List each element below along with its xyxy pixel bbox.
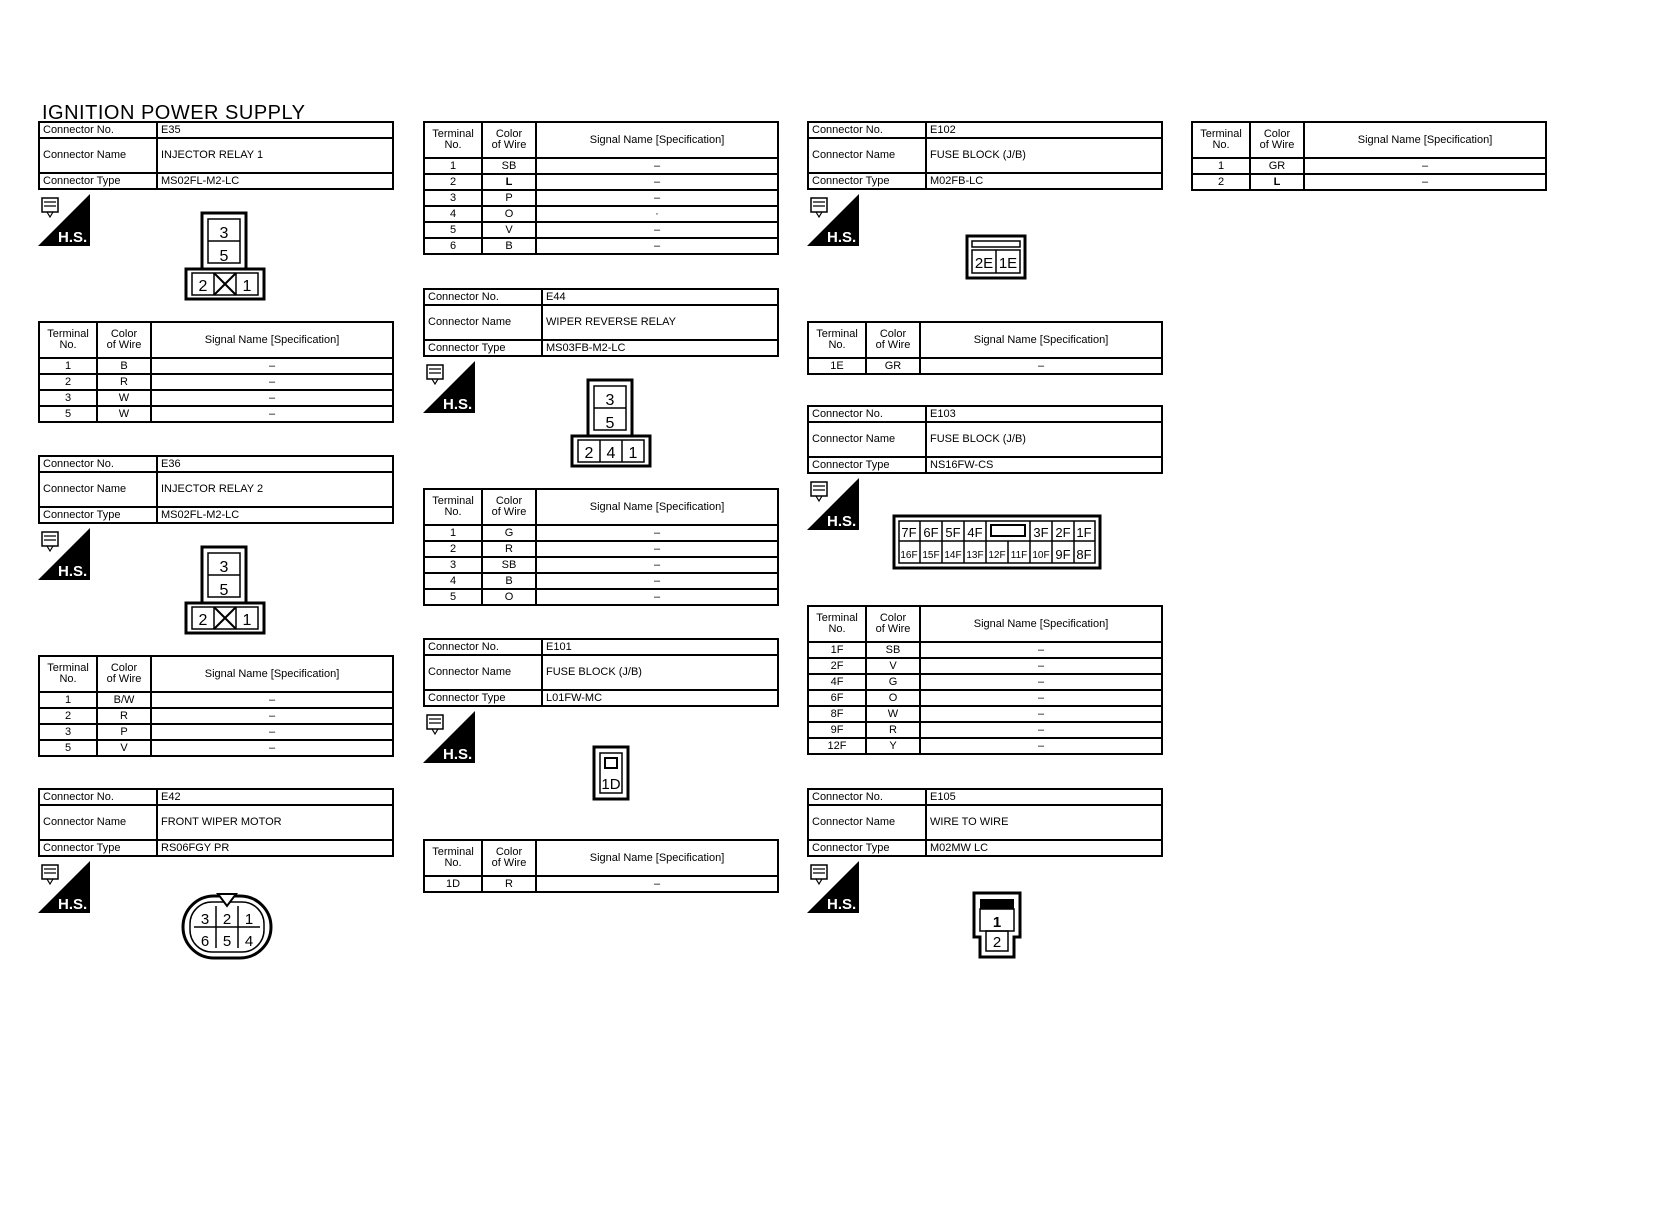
terminal-table-e105: Terminal No. Color of Wire Signal Name [Specification] 1 GR – 2 L –	[1191, 121, 1547, 191]
table-row: 3 P –	[424, 190, 778, 206]
connector-diagram-e44	[570, 378, 652, 468]
svg-text:H.S.: H.S.	[58, 563, 88, 580]
connector-name: WIPER REVERSE RELAY	[542, 305, 778, 340]
svg-text:11F: 11F	[1010, 550, 1028, 561]
connector-no: E102	[926, 122, 1162, 138]
connector-info-e101: Connector No. E101 Connector Name FUSE BLOCK (J/B) Connector Type L01FW-MC	[423, 638, 779, 707]
connector-type: MS02FL-M2-LC	[157, 507, 393, 523]
svg-text:7F: 7F	[901, 525, 917, 540]
table-row: 2F V –	[808, 658, 1162, 674]
svg-text:3: 3	[605, 392, 615, 409]
label-connector-name: Connector Name	[39, 138, 157, 173]
table-row: 12F Y –	[808, 738, 1162, 754]
harness-side-icon	[423, 711, 475, 763]
table-row: 1 SB –	[424, 158, 778, 174]
connector-no: E36	[157, 456, 393, 472]
svg-text:1: 1	[628, 445, 638, 462]
table-row: 4F G –	[808, 674, 1162, 690]
connector-diagram-e103	[892, 514, 1102, 570]
table-row: 3 W –	[39, 390, 393, 406]
pin-label: 3	[219, 225, 229, 242]
table-row: 1 B –	[39, 358, 393, 374]
table-row: 2 R –	[424, 541, 778, 557]
connector-info-e105: Connector No. E105 Connector Name WIRE TO WIRE Connector Type M02MW LC	[807, 788, 1163, 857]
harness-side-icon	[807, 194, 859, 246]
svg-text:6: 6	[200, 933, 210, 950]
harness-side-icon	[38, 194, 90, 246]
connector-info-e103: Connector No. E103 Connector Name FUSE BLOCK (J/B) Connector Type NS16FW-CS	[807, 405, 1163, 474]
connector-diagram-e105	[972, 891, 1022, 959]
svg-text:4: 4	[606, 445, 616, 462]
table-row: 6F O –	[808, 690, 1162, 706]
table-row: 6 B –	[424, 238, 778, 254]
connector-no: E44	[542, 289, 778, 305]
connector-name: FUSE BLOCK (J/B)	[926, 422, 1162, 457]
table-row: 2 R –	[39, 374, 393, 390]
pin-label: 1	[242, 278, 252, 295]
harness-side-icon	[807, 478, 859, 530]
connector-type: NS16FW-CS	[926, 457, 1162, 473]
connector-diagram-e36	[184, 545, 266, 635]
connector-diagram-e102	[965, 234, 1027, 280]
connector-name: INJECTOR RELAY 2	[157, 472, 393, 507]
terminal-table-e42: Terminal No. Color of Wire Signal Name [Specification] 1 SB – 2 L – 3 P – 4 O · 5 V – 6 B –	[423, 121, 779, 255]
table-row: 1F SB –	[808, 642, 1162, 658]
terminal-table-e101: Terminal No. Color of Wire Signal Name [Specification] 1D R –	[423, 839, 779, 893]
table-row: 1D R –	[424, 876, 778, 892]
table-row: 5 W –	[39, 406, 393, 422]
connector-name: WIRE TO WIRE	[926, 805, 1162, 840]
svg-text:14F: 14F	[944, 550, 962, 561]
connector-no: E103	[926, 406, 1162, 422]
svg-text:16F: 16F	[900, 550, 918, 561]
connector-info-e42: Connector No. E42 Connector Name FRONT WIPER MOTOR Connector Type RS06FGY PR	[38, 788, 394, 857]
svg-text:4F: 4F	[967, 525, 983, 540]
connector-diagram-e35	[184, 211, 266, 301]
table-row: 4 B –	[424, 573, 778, 589]
table-row: 3 SB –	[424, 557, 778, 573]
svg-text:8F: 8F	[1076, 547, 1092, 562]
terminal-table-e102: Terminal No. Color of Wire Signal Name [Specification] 1E GR –	[807, 321, 1163, 375]
connector-no: E42	[157, 789, 393, 805]
svg-text:5: 5	[605, 415, 615, 432]
connector-diagram-e42	[180, 890, 274, 962]
connector-type: RS06FGY PR	[157, 840, 393, 856]
table-row: 5 V –	[424, 222, 778, 238]
table-row: 1 GR –	[1192, 158, 1546, 174]
svg-text:2: 2	[198, 612, 208, 629]
pin-label: 2	[198, 278, 208, 295]
svg-text:2: 2	[222, 911, 232, 928]
connector-type: L01FW-MC	[542, 690, 778, 706]
svg-text:13F: 13F	[966, 550, 984, 561]
svg-text:H.S.: H.S.	[58, 229, 88, 246]
terminal-table-e35: Terminal No. Color of Wire Signal Name [Specification] 1 B – 2 R – 3 W – 5 W –	[38, 321, 394, 423]
page-title: IGNITION POWER SUPPLY	[42, 102, 306, 124]
svg-text:1D: 1D	[601, 776, 621, 793]
svg-text:2E: 2E	[974, 255, 994, 272]
connector-no: E35	[157, 122, 393, 138]
harness-side-icon	[38, 861, 90, 913]
connector-name: INJECTOR RELAY 1	[157, 138, 393, 173]
connector-info-e35	[38, 121, 394, 190]
connector-info-e36: Connector No. E36 Connector Name INJECTOR RELAY 2 Connector Type MS02FL-M2-LC	[38, 455, 394, 524]
connector-info-e44: Connector No. E44 Connector Name WIPER REVERSE RELAY Connector Type MS03FB-M2-LC	[423, 288, 779, 357]
svg-text:1: 1	[244, 911, 254, 928]
svg-text:2: 2	[992, 934, 1002, 951]
svg-text:H.S.: H.S.	[443, 396, 473, 413]
terminal-table-e103: Terminal No. Color of Wire Signal Name [Specification] 1F SB – 2F V – 4F G – 6F O – 8F W – 9F R – 12F Y –	[807, 605, 1163, 755]
table-row: 2 L –	[1192, 174, 1546, 190]
svg-text:1: 1	[242, 612, 252, 629]
table-row: 1E GR –	[808, 358, 1162, 374]
table-row: 1 B/W –	[39, 692, 393, 708]
connector-info-e102: Connector No. E102 Connector Name FUSE BLOCK (J/B) Connector Type M02FB-LC	[807, 121, 1163, 190]
label-connector-no: Connector No.	[39, 122, 157, 138]
svg-text:3: 3	[200, 911, 210, 928]
svg-text:3: 3	[219, 559, 229, 576]
pin-label: 5	[219, 248, 229, 265]
svg-text:9F: 9F	[1055, 547, 1071, 562]
connector-name: FRONT WIPER MOTOR	[157, 805, 393, 840]
svg-text:3F: 3F	[1033, 525, 1049, 540]
svg-text:2: 2	[584, 445, 594, 462]
harness-side-icon	[807, 861, 859, 913]
svg-text:5: 5	[219, 582, 229, 599]
svg-text:10F: 10F	[1032, 550, 1050, 561]
svg-text:2F: 2F	[1055, 525, 1071, 540]
terminal-table-e44: Terminal No. Color of Wire Signal Name [Specification] 1 G – 2 R – 3 SB – 4 B – 5 O –	[423, 488, 779, 606]
svg-text:1E: 1E	[998, 255, 1018, 272]
harness-side-icon	[423, 361, 475, 413]
table-row: 2 R –	[39, 708, 393, 724]
table-row: 3 P –	[39, 724, 393, 740]
connector-diagram-e101	[592, 745, 630, 801]
connector-type: MS03FB-M2-LC	[542, 340, 778, 356]
svg-text:1: 1	[992, 914, 1002, 931]
connector-no: E105	[926, 789, 1162, 805]
svg-text:H.S.: H.S.	[827, 513, 857, 530]
svg-text:4: 4	[244, 933, 254, 950]
svg-text:6F: 6F	[923, 525, 939, 540]
connector-name: FUSE BLOCK (J/B)	[542, 655, 778, 690]
svg-text:1F: 1F	[1076, 525, 1092, 540]
connector-name: FUSE BLOCK (J/B)	[926, 138, 1162, 173]
connector-type: M02MW LC	[926, 840, 1162, 856]
terminal-table-e36: Terminal No. Color of Wire Signal Name [Specification] 1 B/W – 2 R – 3 P – 5 V –	[38, 655, 394, 757]
svg-text:H.S.: H.S.	[443, 746, 473, 763]
svg-text:5F: 5F	[945, 525, 961, 540]
table-row: 9F R –	[808, 722, 1162, 738]
table-row: 5 V –	[39, 740, 393, 756]
svg-text:H.S.: H.S.	[827, 229, 857, 246]
svg-text:15F: 15F	[922, 550, 940, 561]
svg-text:12F: 12F	[988, 550, 1006, 561]
label-connector-type: Connector Type	[39, 173, 157, 189]
table-row: 4 O ·	[424, 206, 778, 222]
svg-text:H.S.: H.S.	[827, 896, 857, 913]
table-row: 5 O –	[424, 589, 778, 605]
table-row: 8F W –	[808, 706, 1162, 722]
table-row: 1 G –	[424, 525, 778, 541]
connector-type: MS02FL-M2-LC	[157, 173, 393, 189]
svg-text:H.S.: H.S.	[58, 896, 88, 913]
svg-text:5: 5	[222, 933, 232, 950]
connector-type: M02FB-LC	[926, 173, 1162, 189]
table-row: 2 L –	[424, 174, 778, 190]
connector-no: E101	[542, 639, 778, 655]
harness-side-icon	[38, 528, 90, 580]
